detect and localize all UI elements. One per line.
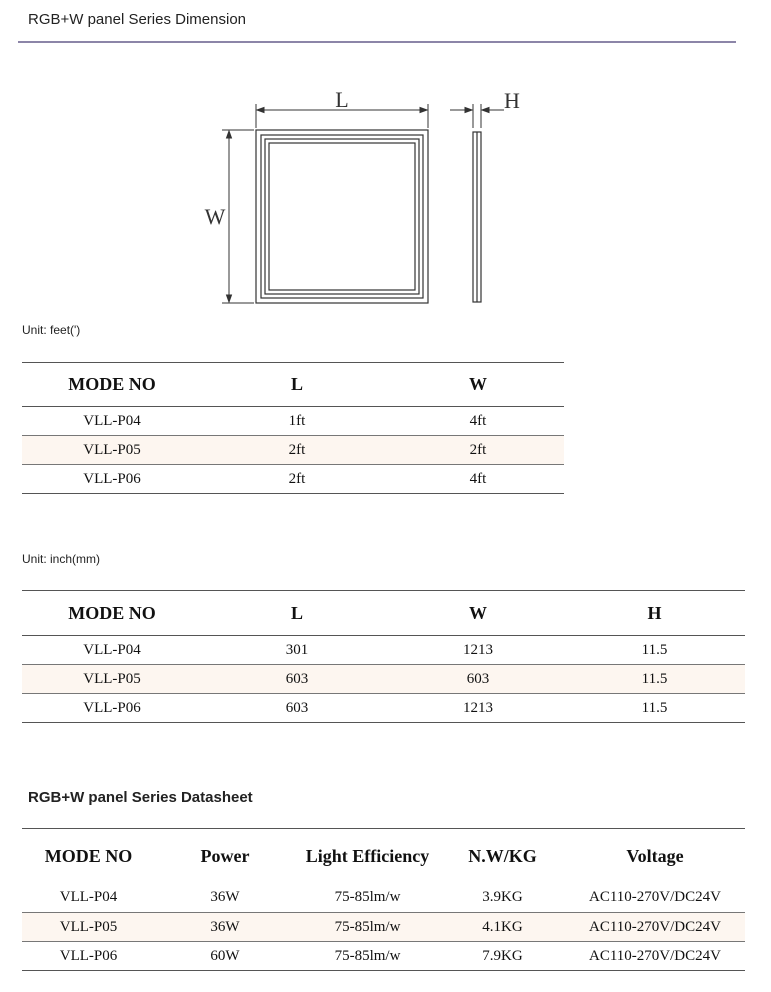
table-cell: VLL-P04 [83,641,141,658]
feet-dimension-table [22,362,564,494]
column-header: MODE NO [22,363,202,407]
column-header: MODE NO [22,829,155,884]
table-row [22,407,564,436]
table-cell: VLL-P05 [22,665,202,694]
column-header: W [392,591,564,636]
table-cell: AC110-270V/DC24V [589,889,721,906]
column-header: H [564,591,745,636]
table-cell: 11.5 [641,641,668,658]
datasheet-table [22,828,745,971]
column-header: Light Efficiency [295,829,440,884]
table-cell: 75-85lm/w [295,942,440,971]
table-cell: 603 [392,665,564,694]
table-row [22,636,745,665]
table-cell: 301 [285,641,309,658]
column-header: Power [155,829,295,884]
table-cell: VLL-P06 [22,942,155,971]
table-row [22,465,564,494]
height-label: H [504,88,520,113]
table-cell: 1213 [463,641,493,658]
table-row [22,694,745,723]
table-cell: VLL-P04 [83,412,141,429]
mm-dimension-table [22,590,745,723]
table-cell: 4ft [392,465,564,494]
table-header-row [22,829,745,884]
table-cell: 75-85lm/w [295,913,440,942]
panel-dimension-diagram [200,84,530,314]
dimension-section-title: RGB+W panel Series Dimension [28,11,247,28]
table-cell: VLL-P05 [22,436,202,465]
table-cell: VLL-P04 [59,889,118,906]
column-header: MODE NO [22,591,202,636]
table-cell: AC110-270V/DC24V [565,913,745,942]
table-cell: 1ft [288,412,306,429]
table-cell: 4ft [469,412,487,429]
column-header: W [392,363,564,407]
column-header: L [202,363,392,407]
title-divider [18,41,736,43]
datasheet-section-title: RGB+W panel Series Datasheet [28,789,253,806]
table-cell: 1213 [392,694,564,723]
table-row [22,884,745,913]
column-header: L [202,591,392,636]
table-cell: 36W [210,889,240,906]
table-cell: VLL-P06 [22,465,202,494]
table-header-row [22,591,745,636]
table-cell: VLL-P06 [22,694,202,723]
table-cell: 11.5 [564,694,745,723]
table-cell: 603 [202,665,392,694]
table-cell: 4.1KG [440,913,565,942]
table-header-row [22,363,564,407]
feet-unit-label: Unit: feet(') [22,323,81,337]
column-header: N.W/KG [440,829,565,884]
table-cell: 603 [202,694,392,723]
table-cell: 60W [155,942,295,971]
table-cell: 2ft [202,436,392,465]
table-row [22,665,745,694]
table-cell: 75-85lm/w [334,889,401,906]
inch-unit-label: Unit: inch(mm) [22,552,101,566]
length-label: L [335,87,349,112]
table-cell: 3.9KG [482,889,523,906]
table-row [22,436,564,465]
table-cell: 2ft [202,465,392,494]
table-cell: 36W [155,913,295,942]
width-label: W [204,204,226,229]
table-row [22,913,745,942]
table-cell: 2ft [392,436,564,465]
table-cell: 11.5 [564,665,745,694]
table-cell: AC110-270V/DC24V [565,942,745,971]
table-cell: VLL-P05 [22,913,155,942]
table-cell: 7.9KG [440,942,565,971]
table-row [22,942,745,971]
column-header: Voltage [565,829,745,884]
